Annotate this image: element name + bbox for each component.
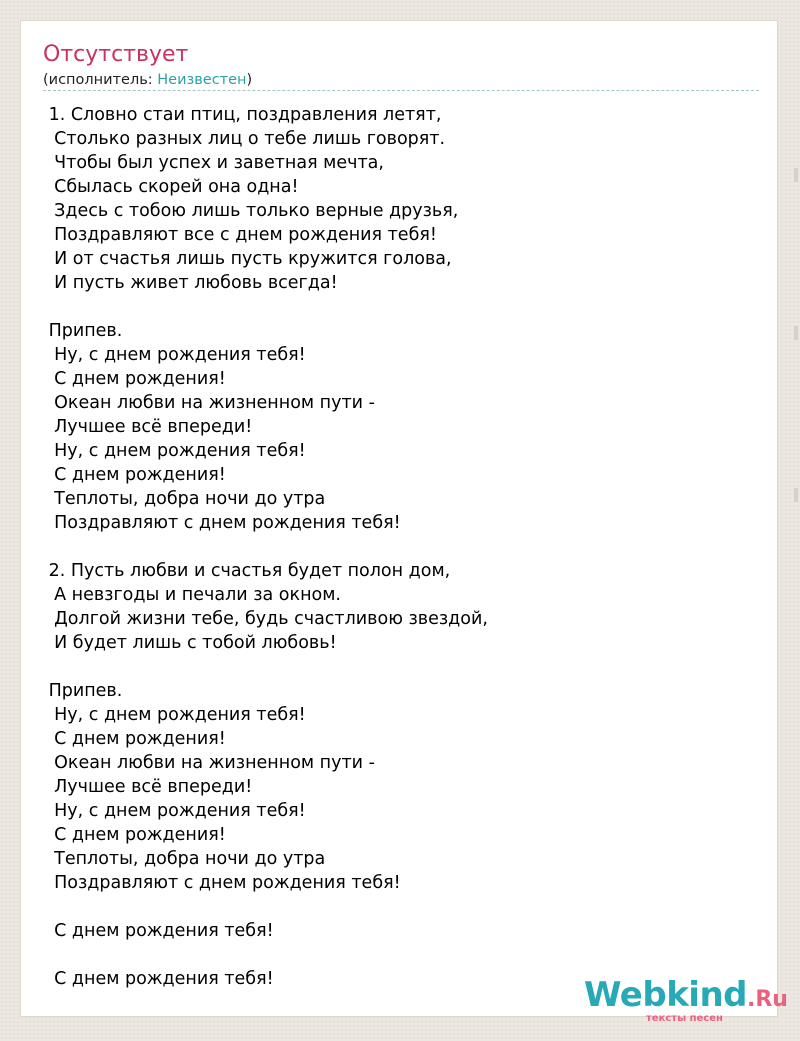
logo-tagline: тексты песен <box>646 1013 723 1024</box>
title-divider <box>43 90 759 91</box>
lyrics-text: 1. Словно стаи птиц, поздравления летят, Столько разных лиц о тебе лишь говорят. Чтобы был успех и заветная мечта, Сбылась скорей она одна! Здесь с тобою лишь только верные друзья, Поздравляют все с днем рождения тебя! И от счастья лишь пусть кружится голова, И пусть живет любовь всегда! Припев. Ну, с днем рождения тебя! С днем рождения! Океан любви на жизненном пути - Лучшее всё впереди! Ну, с днем рождения тебя! С днем рождения! Теплоты, добра ночи до утра Поздравляют с днем рождения тебя! 2. Пусть любви и счастья будет полон дом, А невзгоды и печали за окном. Долгой жизни тебе, будь счастливою звездой, И будет лишь с тобой любовь! Припев. Ну, с днем рождения тебя! С днем рождения! Океан любви на жизненном пути - Лучшее всё впереди! Ну, с днем рождения тебя! С днем рождения! Теплоты, добра ночи до утра Поздравляют с днем рождения тебя! С днем рождения тебя! С днем рождения тебя! <box>48 105 488 989</box>
artist-line <box>43 72 252 88</box>
song-title: Отсутствует <box>43 42 189 67</box>
artist-prefix: (исполнитель: <box>43 72 158 88</box>
artist-link[interactable]: Неизвестен <box>157 72 247 88</box>
lyrics-card <box>20 20 788 1024</box>
scroll-marker <box>794 168 798 182</box>
artist-suffix: ) <box>246 72 253 88</box>
site-logo[interactable] <box>584 975 788 1024</box>
logo-wordmark: Webkind <box>584 975 747 1015</box>
scroll-marker <box>794 326 798 340</box>
logo-domain: .Ru <box>747 987 788 1012</box>
scroll-marker <box>794 488 798 502</box>
